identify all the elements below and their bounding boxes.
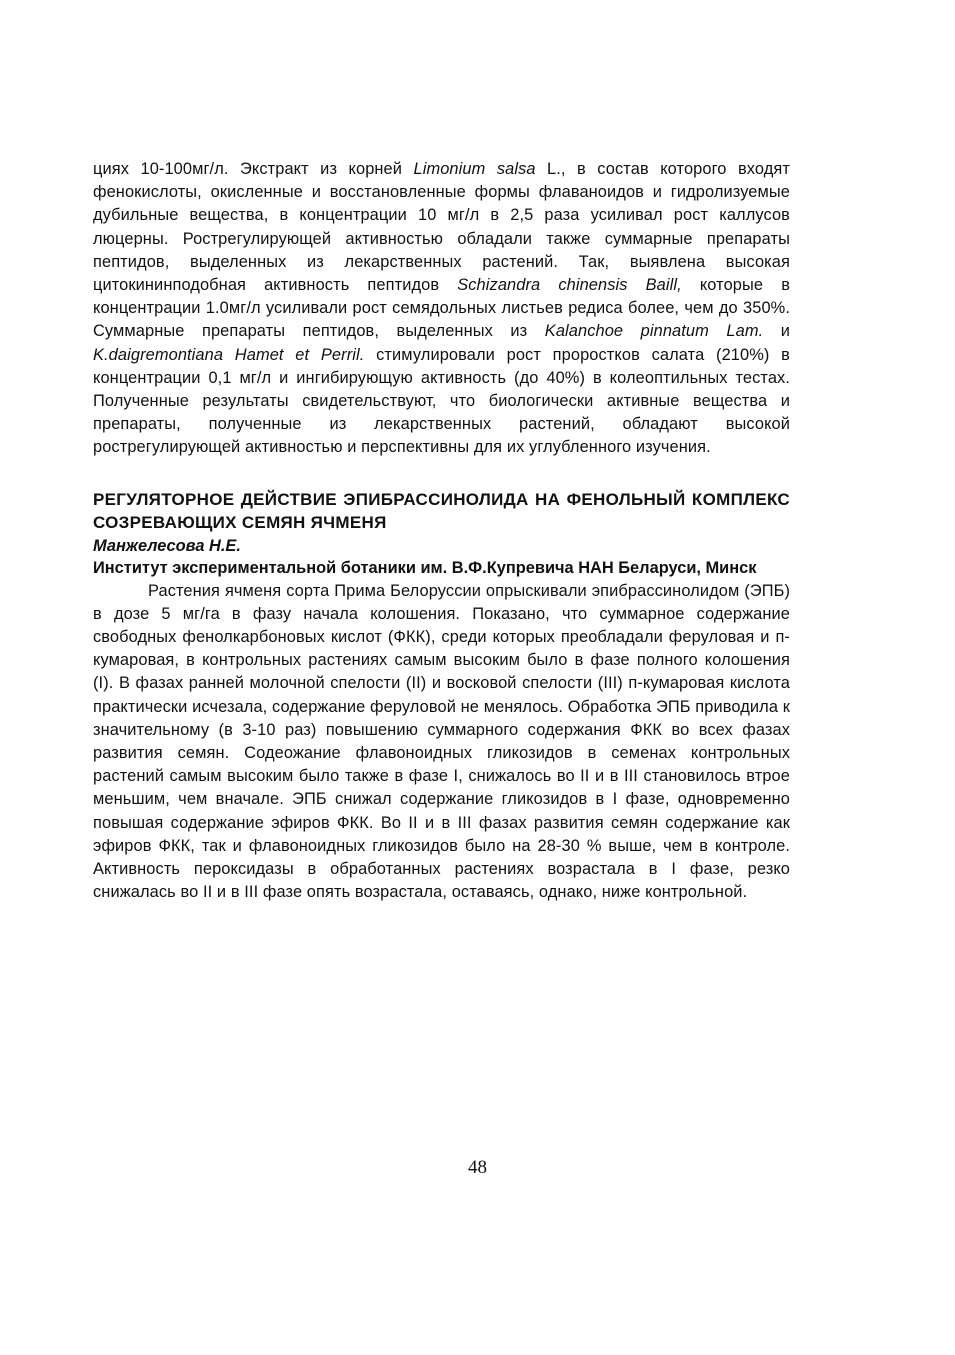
continuation-text-3: которые в концентрации 1.0мг/л усиливали рост семядольных листьев редиса более, чем до 350%. Суммарные препараты пептидов, выделенных из [93,276,790,341]
article-title: РЕГУЛЯТОРНОЕ ДЕЙСТВИЕ ЭПИБРАССИНОЛИДА НА ФЕНОЛЬНЫЙ КОМПЛЕКС СОЗРЕВАЮЩИХ СЕМЯН ЯЧМЕНЯ [93,489,790,532]
species-kalanchoe-daigremontiana: K.daigremontiana Hamet et Perril. [93,345,365,364]
continuation-text-5: стимулировали рост проростков салата (210%) в концентрации 0,1 мг/л и ингибирующую активность (до 40%) в колеоптильных тестах. Полученные результаты свидетельствуют, что биологически активные вещества и препараты, полученные из лекарственных растений, обладают высокой рострегулирующей активностью и перспективны для их углубленного изучения. [93,345,790,457]
article-body: Растения ячменя сорта Прима Белоруссии опрыскивали эпибрассинолидом (ЭПБ) в дозе 5 мг/га в фазу начала колошения. Показано, что суммарное содержание свободных фенолкарбоновых кислот (ФКК), среди которых преобладали феруловая и п-кумаровая, в контрольных растениях самым высоким было в фазе полного колошения (I). В фазах ранней молочной спелости (II) и восковой спелости (III) п-кумаровая кислота практически исчезала, содержание феруловой не менялось. Обработка ЭПБ приводила к значительному (в 3-10 раз) повышению суммарного содержания ФКК во всех фазах развития семян. Содеожание флавоноидных гликозидов в семенах контрольных растений самым высоким было также в фазе I, снижалось во II и в III становилось втрое меньшим, чем вначале. ЭПБ снижал содержание гликозидов в I фазе, одновременно повышая содержание эфиров ФКК. Во II и в III фазах развития семян содержание как эфиров ФКК, так и флавоноидных гликозидов было на 28-30 % выше, чем в контроле. Активность пероксидазы в обработанных растениях возрастала в I фазе, резко снижалась во II и в III фазе опять возрастала, оставаясь, однако, ниже контрольной. [93,581,790,902]
page-number: 48 [468,1157,487,1178]
article-author: Манжелесова Н.Е. [93,536,241,555]
article-institution: Институт экспериментальной ботаники им. В.Ф.Купревича НАН Беларуси, Минск [93,558,757,577]
continuation-text-2: L., в состав которого входят фенокислоты, окисленные и восстановленные формы флаваноидов и гидролизуемые дубильные вещества, в концентрации 10 мг/л в 2,5 раза усиливал рост каллусов люцерны. Рострегулирующей активностью обладали также суммарные препараты пептидов, выделенных из лекарственных растений. Так, выявлена высокая цитокининподобная активность пептидов [93,160,791,295]
continuation-text-1: циях 10-100мг/л. Экстракт из корней [93,160,414,178]
species-limonium: Limonium salsa [413,160,536,178]
continuation-text-4: и [763,322,790,341]
species-kalanchoe-pinnatum: Kalanchoe pinnatum Lam. [544,322,764,341]
page-content [93,158,790,904]
species-schizandra: Schizandra chinensis Baill, [457,276,682,295]
continuation-paragraph [93,158,790,460]
